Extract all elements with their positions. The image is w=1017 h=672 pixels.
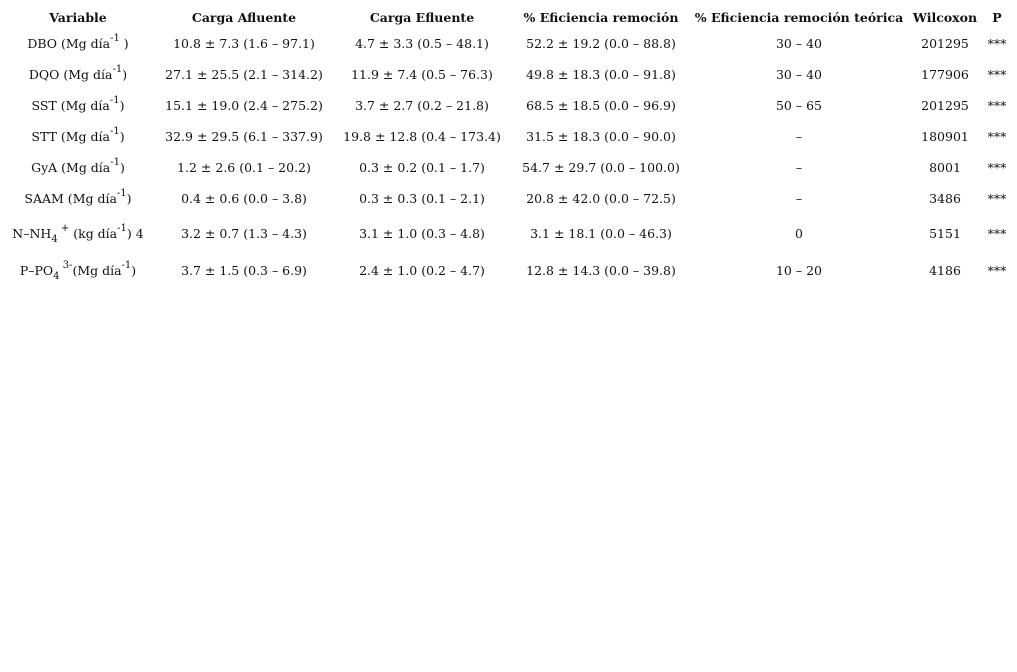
variable-cell <box>0 214 156 252</box>
unit-superscript: -1 <box>117 222 127 234</box>
wilcoxon-cell: 201295 <box>921 98 969 113</box>
efluente-cell: 4.7 ± 3.3 (0.5 – 48.1) <box>355 36 489 51</box>
p-cell: *** <box>987 129 1007 144</box>
p-cell: *** <box>987 67 1007 82</box>
p-cell: *** <box>987 160 1007 175</box>
variable-suffix: ) <box>119 98 125 113</box>
variable-cell <box>0 152 156 183</box>
teorica-cell: 10 – 20 <box>775 262 822 278</box>
variable-label: P–PO <box>19 262 54 278</box>
p-cell: *** <box>987 98 1007 113</box>
table-row <box>0 28 1012 59</box>
header-wilcoxon: Wilcoxon <box>912 9 978 25</box>
efluente-cell: 2.4 ± 1.0 (0.2 – 4.7) <box>359 262 485 278</box>
table-row <box>0 152 1012 183</box>
teorica-cell: – <box>795 129 803 144</box>
header-eficiencia: % Eficiencia remoción <box>523 9 679 25</box>
variable-suffix: ) <box>131 262 137 278</box>
unit-superscript: -1 <box>112 64 123 75</box>
results-table <box>0 6 1012 288</box>
eficiencia-cell: 68.5 ± 18.5 (0.0 – 96.9) <box>526 98 676 113</box>
ion-charge-superscript: + <box>57 222 70 234</box>
afluente-cell: 10.8 ± 7.3 (1.6 – 97.1) <box>173 36 315 51</box>
header-p: P <box>992 9 1002 25</box>
variable-suffix: ) 4 <box>126 225 144 241</box>
header-carga-efluente: Carga Efluente <box>369 9 475 25</box>
wilcoxon-cell: 4186 <box>929 262 961 278</box>
eficiencia-cell: 12.8 ± 14.3 (0.0 – 39.8) <box>526 262 676 278</box>
afluente-cell: 0.4 ± 0.6 (0.0 – 3.8) <box>181 191 307 206</box>
variable-label: STT (Mg día <box>31 129 110 144</box>
variable-unit: (kg día <box>69 225 118 241</box>
variable-label: SST (Mg día <box>31 98 110 113</box>
table-row <box>0 214 1012 252</box>
wilcoxon-cell: 180901 <box>921 129 969 144</box>
table-row <box>0 121 1012 152</box>
teorica-cell: 30 – 40 <box>775 36 822 51</box>
efluente-cell: 0.3 ± 0.3 (0.1 – 2.1) <box>359 191 485 206</box>
afluente-cell: 1.2 ± 2.6 (0.1 – 20.2) <box>177 160 311 175</box>
unit-superscript: -1 <box>110 157 120 168</box>
afluente-cell: 32.9 ± 29.5 (6.1 – 337.9) <box>165 129 323 144</box>
unit-superscript: -1 <box>109 95 120 106</box>
wilcoxon-cell: 5151 <box>929 225 961 241</box>
teorica-cell: – <box>795 191 803 206</box>
afluente-cell: 15.1 ± 19.0 (2.4 – 275.2) <box>165 98 323 113</box>
variable-suffix: ) <box>126 191 132 206</box>
variable-cell <box>0 121 156 152</box>
variable-label: GyA (Mg día <box>31 160 111 175</box>
table-row <box>0 90 1012 121</box>
header-carga-afluente: Carga Afluente <box>191 9 297 25</box>
variable-unit: (Mg día <box>72 262 122 278</box>
wilcoxon-cell: 177906 <box>921 67 969 82</box>
efluente-cell: 3.1 ± 1.0 (0.3 – 4.8) <box>359 225 485 241</box>
variable-suffix: ) <box>119 129 125 144</box>
table-row <box>0 183 1012 214</box>
unit-superscript: -1 <box>121 259 132 271</box>
table-row <box>0 252 1012 288</box>
variable-suffix: ) <box>120 160 125 175</box>
header-eficiencia-teorica: % Eficiencia remoción teórica <box>694 9 904 25</box>
variable-label: SAAM (Mg día <box>24 191 117 206</box>
p-cell: *** <box>987 191 1007 206</box>
wilcoxon-cell: 8001 <box>929 160 961 175</box>
header-variable: Variable <box>49 9 107 25</box>
variable-suffix: ) <box>122 67 128 82</box>
unit-superscript: -1 <box>116 188 127 199</box>
chemical-subscript: 4 <box>51 233 58 245</box>
header-row <box>0 6 1012 28</box>
teorica-cell: – <box>795 160 803 175</box>
eficiencia-cell: 3.1 ± 18.1 (0.0 – 46.3) <box>530 225 672 241</box>
afluente-cell: 3.2 ± 0.7 (1.3 – 4.3) <box>181 225 307 241</box>
efluente-cell: 3.7 ± 2.7 (0.2 – 21.8) <box>355 98 489 113</box>
p-cell: *** <box>987 225 1007 241</box>
variable-label: N–NH <box>12 225 52 241</box>
p-cell: *** <box>987 262 1007 278</box>
eficiencia-cell: 52.2 ± 19.2 (0.0 – 88.8) <box>526 36 676 51</box>
efluente-cell: 0.3 ± 0.2 (0.1 – 1.7) <box>359 160 485 175</box>
variable-label: DQO (Mg día <box>28 67 113 82</box>
variable-cell <box>0 59 156 90</box>
variable-cell <box>0 90 156 121</box>
teorica-cell: 30 – 40 <box>775 67 822 82</box>
eficiencia-cell: 20.8 ± 42.0 (0.0 – 72.5) <box>526 191 676 206</box>
unit-superscript: -1 <box>109 126 120 137</box>
variable-cell <box>0 183 156 214</box>
p-cell: *** <box>987 36 1007 51</box>
unit-superscript: -1 <box>110 33 120 44</box>
afluente-cell: 27.1 ± 25.5 (2.1 – 314.2) <box>165 67 323 82</box>
eficiencia-cell: 54.7 ± 29.7 (0.0 – 100.0) <box>522 160 680 175</box>
teorica-cell: 50 – 65 <box>775 98 822 113</box>
variable-suffix: ) <box>119 36 129 51</box>
table-row <box>0 59 1012 90</box>
wilcoxon-cell: 201295 <box>921 36 969 51</box>
efluente-cell: 11.9 ± 7.4 (0.5 – 76.3) <box>351 67 493 82</box>
chemical-subscript: 4 <box>53 270 60 282</box>
wilcoxon-cell: 3486 <box>929 191 961 206</box>
eficiencia-cell: 49.8 ± 18.3 (0.0 – 91.8) <box>526 67 676 82</box>
teorica-cell: 0 <box>795 225 803 241</box>
variable-cell <box>0 28 156 59</box>
afluente-cell: 3.7 ± 1.5 (0.3 – 6.9) <box>181 262 307 278</box>
ion-charge-superscript: 3- <box>59 259 73 271</box>
eficiencia-cell: 31.5 ± 18.3 (0.0 – 90.0) <box>526 129 676 144</box>
efluente-cell: 19.8 ± 12.8 (0.4 – 173.4) <box>343 129 501 144</box>
variable-label: DBO (Mg día <box>27 36 111 51</box>
variable-cell <box>0 252 156 288</box>
